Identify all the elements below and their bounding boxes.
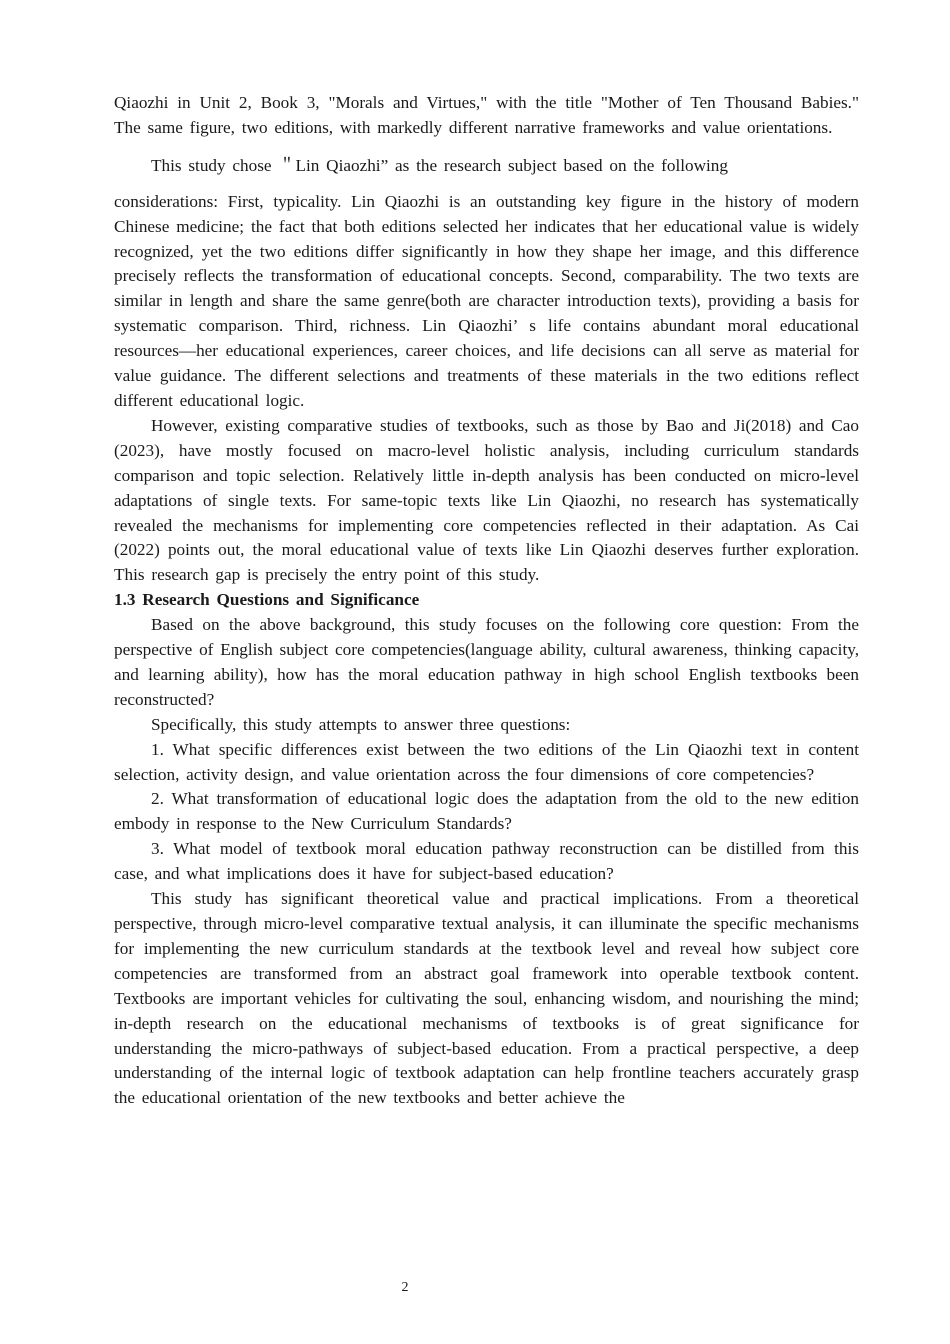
page-number: 2 (401, 1280, 409, 1295)
document-page (114, 91, 859, 1111)
paragraph-study-subject-first-line: This study chose ＂Lin Qiaozhi” as the research subject based on the following (151, 155, 728, 175)
paragraph-three-questions-intro: Specifically, this study attempts to answer three questions: (151, 714, 571, 734)
research-question-1: 1. What specific differences exist between the two editions of the Lin Qiaozhi text in content selection, activity design, and value orientation across the four dimensions of core competencies? (114, 739, 859, 784)
paragraph-core-question: Based on the above background, this study focuses on the following core question: From the perspective of English subject core competencies(language ability, cultural awareness, thinking capacity, and learning ability), how has the moral education pathway in high school English textbooks been reconstructed? (114, 615, 859, 709)
research-question-3: 3. What model of textbook moral education pathway reconstruction can be distilled from this case, and what implications does it have for subject-based education? (114, 839, 859, 884)
paragraph-research-gap: However, existing comparative studies of textbooks, such as those by Bao and Ji(2018) and Cao (2023), have mostly focused on macro-level holistic analysis, including curriculum standards comparison and topic selection. Relatively little in-depth analysis has been conducted on micro-level adaptations of single texts. For same-topic texts like Lin Qiaozhi, no research has systematically revealed the mechanisms for implementing core competencies reflected in their adaptation. As Cai (2022) points out, the moral educational value of texts like Lin Qiaozhi deserves further exploration. This research gap is precisely the entry point of this study. (114, 415, 859, 585)
paragraph-significance: This study has significant theoretical value and practical implications. From a theoretical perspective, through micro-level comparative textual analysis, it can illuminate the specific mechanisms for implementing the new curriculum standards at the textbook level and reveal how subject core competencies are transformed from an abstract goal framework into operable textbook content. Textbooks are important vehicles for cultivating the soul, enhancing wisdom, and nourishing the mind; in-depth research on the educational mechanisms of textbooks is of great significance for understanding the micro-pathways of subject-based education. From a practical perspective, a deep understanding of the internal logic of textbook adaptation can help frontline teachers accurately grasp the educational orientation of the new textbooks and better achieve the (114, 889, 859, 1108)
research-question-2: 2. What transformation of educational logic does the adaptation from the old to the new edition embody in response to the New Curriculum Standards? (114, 789, 859, 834)
section-heading: 1.3 Research Questions and Significance (114, 590, 420, 610)
paragraph-edition-intro: Qiaozhi in Unit 2, Book 3, "Morals and Virtues," with the title "Mother of Ten Thousand Babies." The same figure, two editions, with markedly different narrative frameworks and value orientations. (114, 93, 859, 137)
paragraph-study-subject-considerations: considerations: First, typicality. Lin Qiaozhi is an outstanding key figure in the history of modern Chinese medicine; the fact that both editions selected her indicates that her educational value is widely recognized, yet the two editions differ significantly in how they shape her image, and this difference precisely reflects the transformation of educational concepts. Second, comparability. The two texts are similar in length and share the same genre(both are character introduction texts), providing a basis for systematic comparison. Third, richness. Lin Qiaozhi’ s life contains abundant moral educational resources—her educational experiences, career choices, and life decisions can all serve as material for value guidance. The different selections and treatments of these materials in the two editions reflect different educational logic. (114, 191, 859, 410)
